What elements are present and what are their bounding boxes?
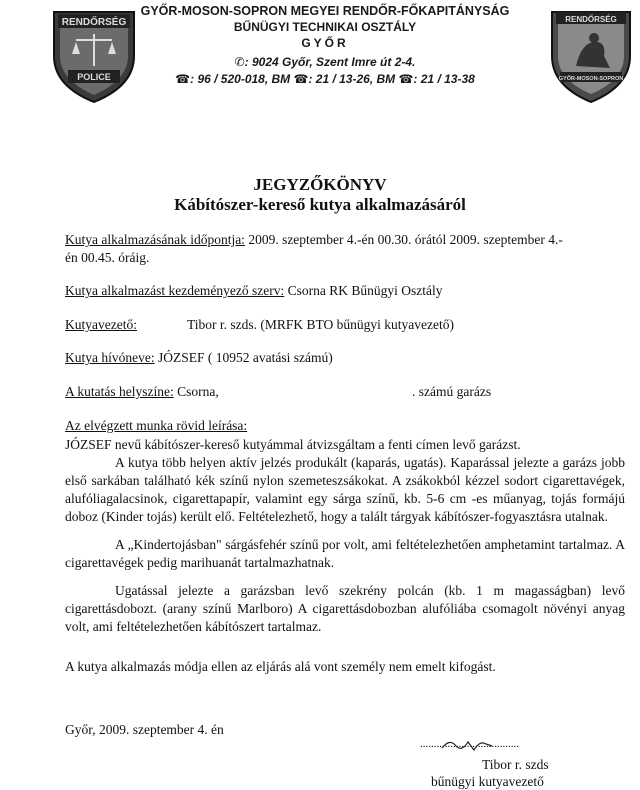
objection-statement: A kutya alkalmazás módja ellen az eljárás alá vont személy nem emelt kifogást.	[65, 659, 496, 674]
right-badge-top-text: RENDŐRSÉG	[565, 15, 617, 24]
signature-line: ....................................	[420, 738, 519, 750]
handler-label: Kutyavezető:	[65, 317, 137, 332]
left-badge-bottom-text: POLICE	[77, 72, 111, 82]
dog-field	[65, 350, 333, 366]
place-field	[65, 384, 219, 400]
header-address: ✆: 9024 Győr, Szent Imre út 2-4.	[234, 55, 416, 69]
left-badge-top-text: RENDŐRSÉG	[61, 17, 127, 28]
header-line-2: BŰNÜGYI TECHNIKAI OSZTÁLY	[233, 20, 417, 34]
right-badge-bottom-text: GYŐR-MOSON-SOPRON	[558, 76, 624, 82]
handler-field	[65, 317, 137, 333]
dog-label: Kutya hívóneve:	[65, 350, 155, 365]
handler-value: Tibor r. szds. (MRFK BTO bűnügyi kutyavezető)	[187, 317, 455, 332]
signature-name: Tibor r. szds	[482, 757, 549, 772]
place-value-garage: . számú garázs	[412, 384, 492, 399]
work-label	[65, 418, 247, 434]
police-badge-right	[548, 6, 634, 104]
work-paragraph-2: A kutya több helyen aktív jelzés produkált (kaparás, ugatás). Kaparással jelezte a garázs jobb első sarkában található kék színű nylon szemeteszsákokat. A zsákokból kézzel sodort cigarettavégek, alufóliagalacsinok, cigarettapapír, valamint egy sárga színű, kb. 5-6 cm -es műanyag, tojás formájú doboz (Kinder tojás) került elő. Feltételezhető, hogy a talált tárgyak kábítószer-fogyasztásra utalnak.	[65, 455, 625, 524]
time-field	[65, 232, 563, 248]
signature-role: bűnügyi kutyavezető	[431, 774, 544, 789]
header-line-3: GYŐR	[301, 36, 349, 50]
work-paragraph-1: JÓZSEF nevű kábítószer-kereső kutyámmal átvizsgáltam a fenti címen levő garázst.	[65, 437, 521, 452]
work-label-text: Az elvégzett munka rövid leírása:	[65, 418, 248, 433]
initiator-label: Kutya alkalmazást kezdeményező szerv:	[65, 283, 285, 298]
initiator-field	[65, 283, 443, 299]
time-value-line2: én 00.45. óráig.	[65, 250, 150, 265]
handwritten-signature	[440, 734, 500, 756]
header-phones: ☎: 96 / 520-018, BM ☎: 21 / 13-26, BM ☎: 21 / 13-38	[175, 72, 475, 86]
document-subtitle: Kábítószer-kereső kutya alkalmazásáról	[174, 195, 466, 214]
place-label: A kutatás helyszíne:	[65, 384, 174, 399]
header-line-1: GYŐR-MOSON-SOPRON MEGYEI RENDŐR-FŐKAPITÁNYSÁG	[140, 4, 510, 18]
time-value: 2009. szeptember 4.-én 00.30. órától 2009. szeptember 4.-	[244, 232, 563, 247]
document-title: JEGYZŐKÖNYV	[253, 175, 387, 194]
work-description	[65, 436, 625, 636]
place-value: Csorna,	[173, 384, 219, 399]
time-label: Kutya alkalmazásának időpontja:	[65, 232, 245, 247]
police-badge-left	[48, 4, 140, 104]
work-paragraph-4: Ugatással jelezte a garázsban levő szekrény polcán (kb. 1 m magasságban) levő cigarettásdobozt. (arany színű Marlboro) A cigarettásdobozban alufóliába csomagolt növényi anyag volt, ami feltételezhetően kábítószert tartalmaz.	[65, 583, 625, 634]
work-paragraph-3: A „Kindertojásban" sárgásfehér színű por volt, ami feltételezhetően amphetamint tartalmaz. A cigarettavégek pedig marihuanát tartalmazhatnak.	[65, 537, 625, 570]
dog-value: JÓZSEF ( 10952 avatási számú)	[154, 350, 333, 365]
initiator-value: Csorna RK Bűnügyi Osztály	[284, 283, 443, 298]
place-date: Győr, 2009. szeptember 4. én	[65, 722, 224, 737]
